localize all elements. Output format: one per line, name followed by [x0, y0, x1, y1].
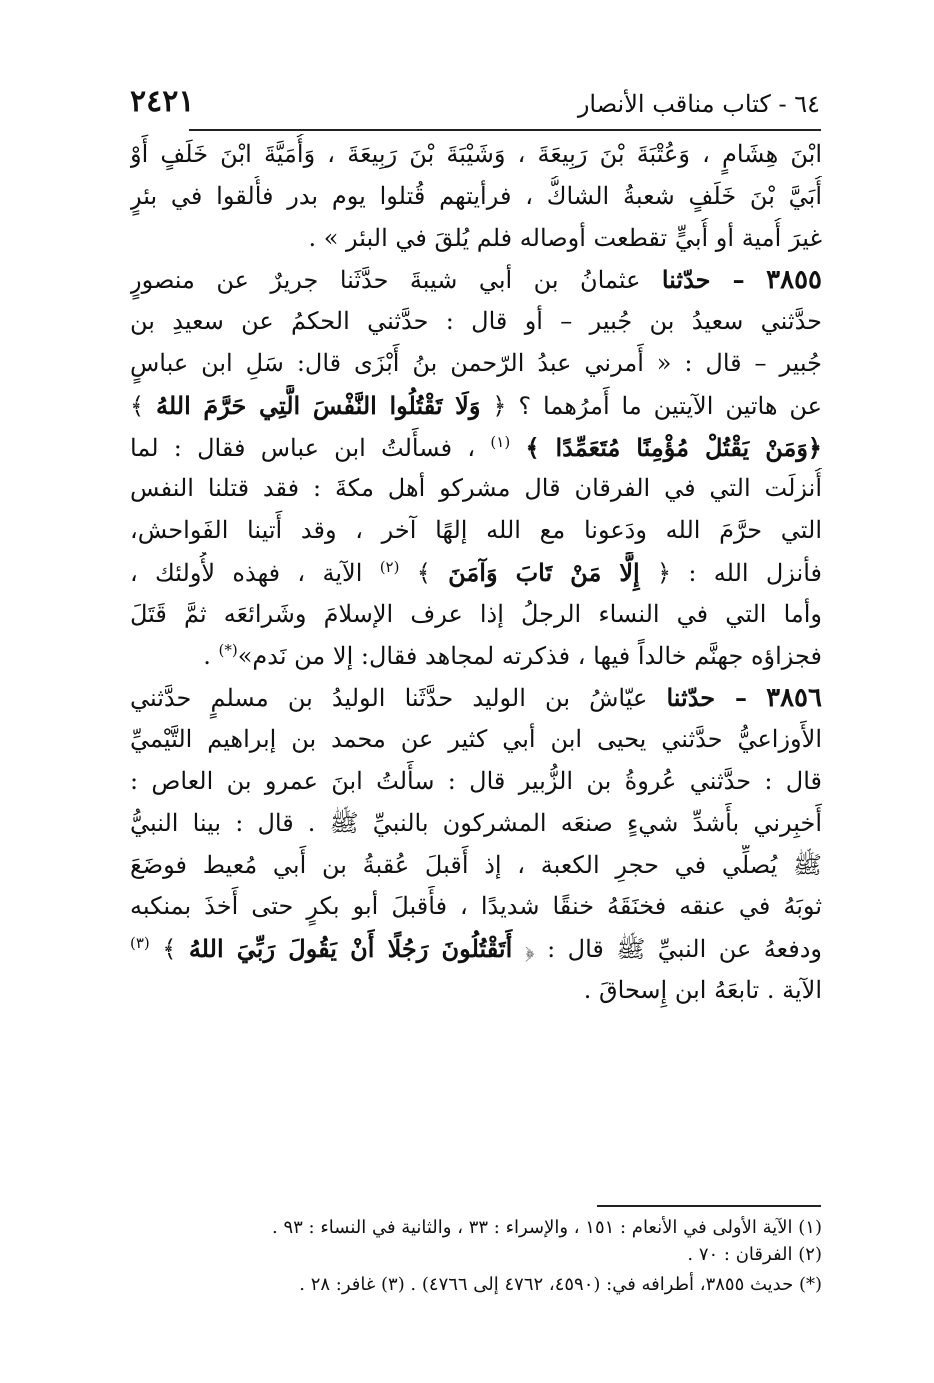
main-text	[130, 134, 822, 1012]
page-number: ٢٤٢١	[130, 84, 195, 119]
text-line: الأَوزاعيُّ حدَّثني يحيى ابن أبي كثير عن محمد بن إبراهيم التَّيْميِّ	[130, 725, 822, 754]
hadith-3856-start	[130, 677, 822, 719]
text-segment: .	[203, 641, 219, 670]
footnote-2: (٢) الفرقان : ٧٠ .	[687, 1244, 822, 1265]
text-segment: ، فسأَلتُ ابن عباس فقال : لما	[130, 433, 476, 462]
text-line: أُنزلَت التي في الفرقان قال مشركو أهل مكةَ : فقد قتلنا النفس	[130, 474, 822, 503]
text-line: ابْنَ هِشَامٍ ، وَعُتْبَةَ بْنَ رَبِيعَةَ ، وَشَيْبَةَ بْنَ رَبِيعَةَ ، وَأُمَيَّةَ ابْنَ خَلَفٍ أَوْ	[130, 140, 822, 168]
text-line: غيرَ أُمية أو أُبيٍّ تقطعت أوصاله فلم يُلقَ في البئر » .	[308, 223, 822, 252]
text-line	[130, 427, 822, 469]
text-line: جُبير – قال : « أَمرني عبدُ الرّحمن بنُ أَبْزَى قال: سَلِ ابن عباسٍ	[130, 348, 822, 377]
text-segment: ﴾	[130, 391, 145, 420]
text-segment: ﴾	[162, 935, 177, 964]
text-segment: الآية ، فهذه لأُولئك ،	[130, 558, 363, 587]
footnotes	[130, 1214, 822, 1298]
text-line	[130, 636, 822, 678]
text-line: الآية . تابعَهُ ابن إِسحاقَ .	[583, 975, 822, 1004]
text-line: قال : حدَّثني عُروةُ بن الزُّبير قال : سأَلتُ ابنَ عمرو بن العاص :	[130, 766, 822, 795]
text-line: وأما التي في النساء الرجلُ إذا عرف الإسلامَ وشَرائعَه ثمَّ قَتَلَ	[130, 599, 822, 628]
text-line	[130, 928, 822, 970]
text-line: أَخبِرني بأَشدِّ شيءٍ صنعَه المشركون بالنبيِّ ﷺ . قال : بينا النبيُّ	[130, 808, 822, 837]
footnote-divider	[597, 1205, 821, 1207]
chapter-title: ٦٤ - كتاب مناقب الأنصار	[577, 90, 820, 118]
text-segment: عن هاتين الآيتين ما أَمرُهما ؟ ﴿	[492, 391, 822, 420]
text-line	[130, 385, 822, 427]
text-line: ﷺ يُصلِّي في حجرِ الكعبة ، إذ أَقبلَ عُقبةُ بن أَبي مُعيط فوضَعَ	[130, 850, 822, 879]
footnote-3: (*) حديث ٣٨٥٥، أطرافه في: (٤٥٩٠، ٤٧٦٢ إلى ٤٧٦٦) . (٣) غافر: ٢٨ .	[299, 1274, 822, 1295]
text-segment: فجزاؤه جهنَّم خالداً فيها ، فذكرته لمجاهد فقال: إلا من نَدم»	[237, 641, 822, 670]
text-segment: عثمانُ بن أبي شيبةَ حدَّثَنا جريرٌ عن منصورٍ	[130, 266, 641, 295]
footnote-marker: (*)	[218, 640, 238, 659]
text-line	[130, 552, 822, 594]
footnote-marker: (٣)	[130, 934, 150, 953]
quran-verse: ﴿وَمَنْ يَقْتُلْ مُؤْمِنًا مُتَعَمِّدًا ﴾	[525, 432, 822, 462]
page-header	[130, 84, 820, 124]
quran-verse: أَتَقْتُلُونَ رَجُلًا أَنْ يَقُولَ رَبِّيَ اللهُ	[188, 934, 513, 964]
hadith-lead: – حدّثنا	[661, 265, 745, 295]
hadith-number: ٣٨٥٦	[766, 683, 822, 714]
header-divider	[189, 129, 821, 131]
hadith-3855-start	[130, 259, 822, 301]
text-segment: ﴾	[416, 558, 431, 587]
footnote-marker: (١)	[490, 432, 511, 451]
text-line: ثوبَهُ في عنقه فخنَقَهُ خنقًا شديدًا ، فأَقبلَ أبو بكرٍ حتى أَخذَ بمنكبه	[130, 892, 822, 921]
hadith-lead: – حدّثنا	[666, 683, 747, 713]
text-line: حدَّثني سعيدُ بن جُبير – أو قال : حدَّثني الحكمُ عن سعيدِ بن	[130, 307, 822, 336]
text-segment: ودفعهُ عن النبيِّ ﷺ قال : ﴿	[524, 935, 822, 964]
text-line: التي حرَّمَ الله ودَعونا مع الله إلهًا آخر ، وقد أَتينا الفَواحش،	[130, 516, 822, 545]
quran-verse: إِلَّا مَنْ تَابَ وَآمَنَ	[448, 557, 640, 587]
text-segment: فأنزل الله : ﴿	[657, 558, 822, 587]
hadith-number: ٣٨٥٥	[766, 265, 822, 296]
footnote-1: (١) الآية الأولى في الأنعام : ١٥١ ، والإسراء : ٣٣ ، والثانية في النساء : ٩٣ .	[272, 1217, 822, 1238]
quran-verse: وَلَا تَقْتُلُوا النَّفْسَ الَّتِي حَرَّمَ اللهُ	[155, 390, 481, 420]
footnote-marker: (٢)	[379, 557, 400, 576]
text-segment: عيّاشُ بن الوليد حدَّثَنا الوليدُ بن مسلمٍ حدَّثني	[130, 684, 648, 713]
text-line: أُبَيَّ بْنَ خَلَفٍ شعبةُ الشاكُّ ، فرأيتهم قُتلوا يوم بدر فأُلقوا في بئرٍ	[130, 181, 822, 210]
